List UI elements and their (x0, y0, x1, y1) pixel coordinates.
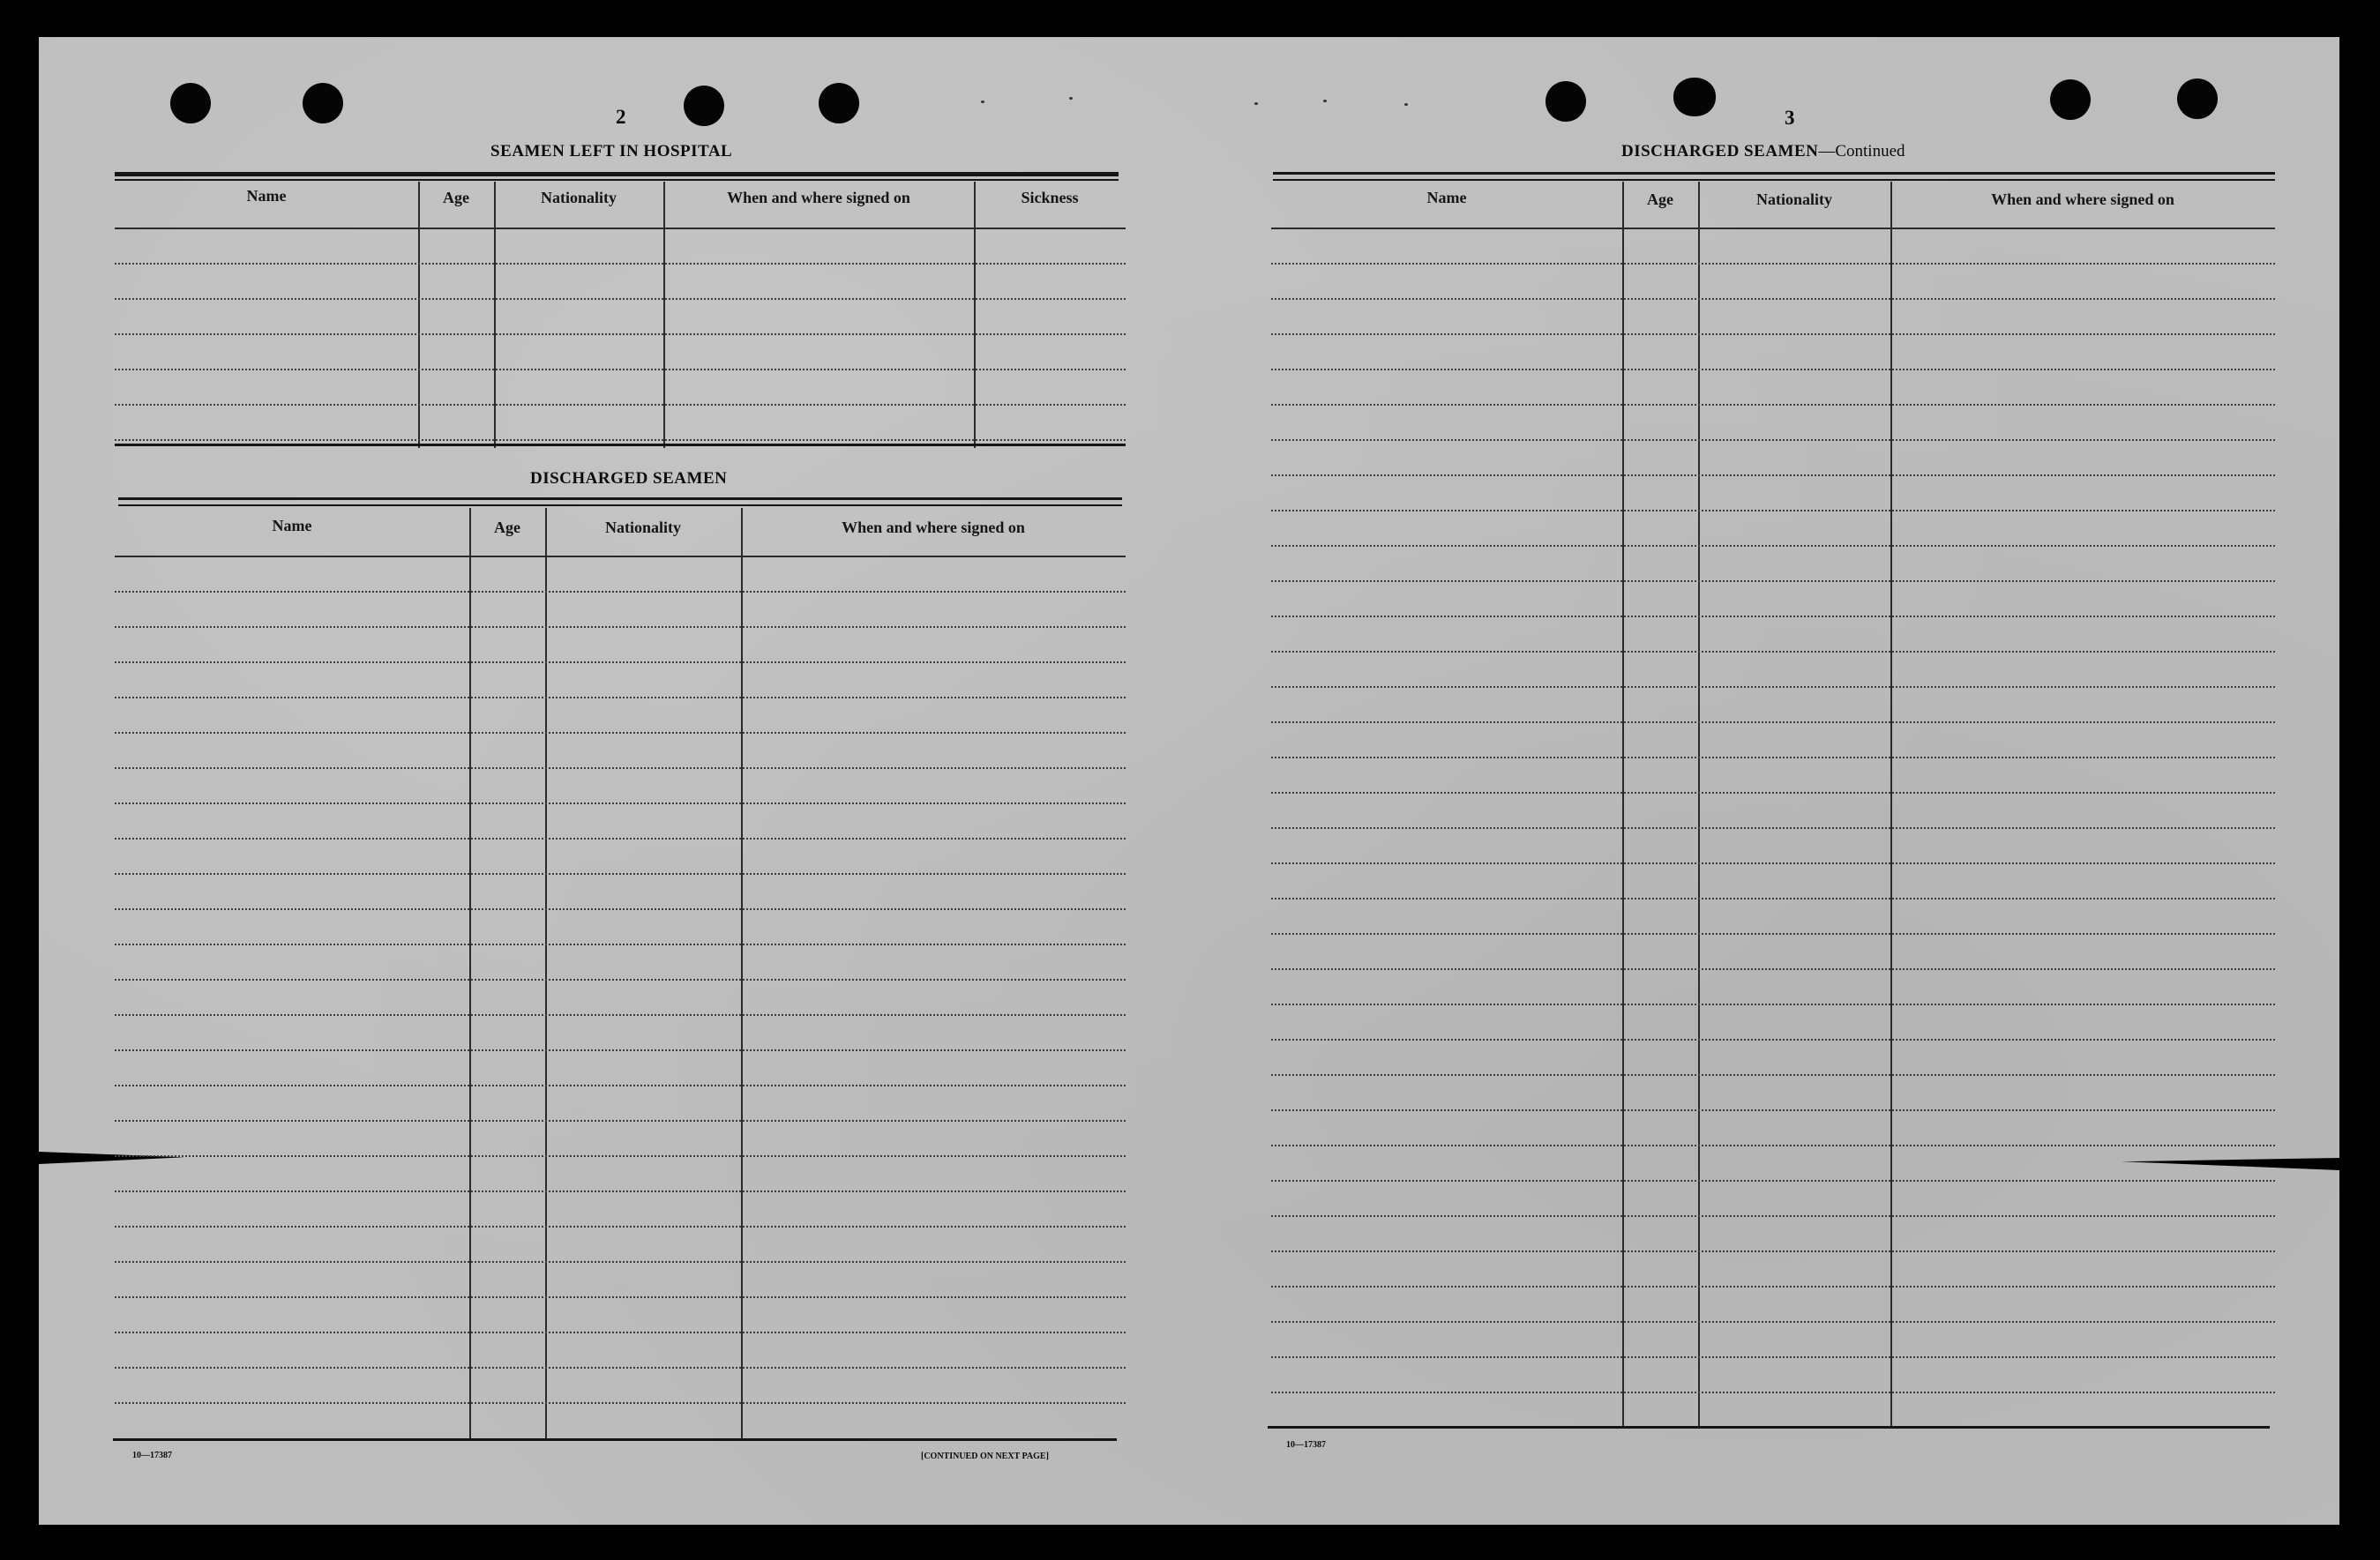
row-rule (1271, 968, 2275, 970)
row-rule (1271, 1109, 2275, 1111)
row-rule (115, 263, 1126, 265)
row-rule (1271, 1039, 2275, 1041)
column-header-name: Name (272, 517, 312, 534)
row-rule (1271, 1145, 2275, 1146)
column-divider (974, 182, 976, 448)
right-top-rule-thin (1273, 179, 2275, 181)
column-header-age: Age (443, 189, 469, 206)
row-rule (1271, 263, 2275, 265)
continued-note: [CONTINUED ON NEXT PAGE] (921, 1452, 1049, 1461)
page-number-right: 3 (1785, 107, 1795, 129)
column-header-signed-on: When and where signed on (727, 189, 910, 206)
hospital-bottom-rule (115, 444, 1126, 446)
punch-hole (2050, 79, 2091, 120)
row-rule (115, 838, 1126, 840)
row-rule (1271, 686, 2275, 688)
row-rule (115, 944, 1126, 945)
row-rule (115, 404, 1126, 406)
punch-hole (1546, 81, 1586, 122)
row-rule (115, 1332, 1126, 1333)
row-rule (115, 979, 1126, 981)
row-rule (1271, 827, 2275, 829)
column-header-age: Age (494, 519, 520, 536)
row-rule (115, 333, 1126, 335)
row-rule (115, 591, 1126, 593)
header-underline (1271, 228, 2275, 229)
column-header-signed-on: When and where signed on (842, 519, 1025, 536)
row-rule (1271, 721, 2275, 723)
punch-hole (684, 86, 724, 126)
discharged-table-right (1271, 182, 2275, 1429)
hospital-section-title: SEAMEN LEFT IN HOSPITAL (490, 142, 733, 160)
column-header-nationality: Nationality (604, 519, 681, 536)
row-rule (115, 1014, 1126, 1016)
row-rule (115, 802, 1126, 804)
row-rule (1271, 1215, 2275, 1217)
row-rule (1271, 933, 2275, 935)
row-rule (1271, 404, 2275, 406)
column-divider (663, 182, 665, 448)
header-underline (115, 556, 1126, 557)
hospital-top-rule (115, 172, 1119, 176)
row-rule (1271, 580, 2275, 582)
hospital-top-rule-thin (115, 179, 1119, 181)
row-rule (115, 767, 1126, 769)
column-header-signed-on: When and where signed on (1991, 190, 2174, 208)
speck (1404, 103, 1408, 106)
column-header-age: Age (1647, 190, 1673, 208)
row-rule (1271, 616, 2275, 617)
column-header-name: Name (246, 187, 287, 205)
row-rule (115, 439, 1126, 441)
discharged-top-rule-thin (118, 504, 1122, 506)
row-rule (1271, 1250, 2275, 1252)
row-rule (1271, 333, 2275, 335)
row-rule (1271, 1356, 2275, 1358)
column-divider (469, 508, 471, 1441)
row-rule (115, 1402, 1126, 1404)
discharged-bottom-rule (113, 1438, 1117, 1441)
row-rule (115, 1120, 1126, 1122)
row-rule (115, 732, 1126, 734)
punch-hole (1673, 78, 1716, 116)
column-header-nationality: Nationality (540, 189, 617, 206)
row-rule (1271, 792, 2275, 794)
discharged-top-rule (118, 497, 1122, 500)
speck (1069, 97, 1073, 100)
header-underline (115, 228, 1126, 229)
row-rule (1271, 1392, 2275, 1393)
punch-hole (819, 83, 859, 123)
row-rule (1271, 1074, 2275, 1076)
row-rule (115, 661, 1126, 663)
speck (1254, 102, 1258, 105)
title-suffix: —Continued (1818, 142, 1905, 160)
discharged-section-title: DISCHARGED SEAMEN (530, 469, 728, 488)
column-header-name: Name (1426, 189, 1467, 206)
row-rule (115, 1049, 1126, 1051)
column-divider (741, 508, 743, 1441)
row-rule (1271, 1180, 2275, 1182)
form-number-right: 10—17387 (1286, 1440, 1326, 1450)
row-rule (115, 298, 1126, 300)
title-main: DISCHARGED SEAMEN (1621, 142, 1819, 160)
row-rule (1271, 439, 2275, 441)
row-rule (115, 369, 1126, 370)
row-rule (115, 1155, 1126, 1157)
row-rule (1271, 298, 2275, 300)
row-rule (1271, 862, 2275, 864)
row-rule (115, 873, 1126, 875)
row-rule (1271, 1004, 2275, 1005)
row-rule (1271, 1286, 2275, 1288)
discharged-continued-title (1621, 142, 1905, 161)
row-rule (115, 1261, 1126, 1263)
punch-hole (303, 83, 343, 123)
column-divider (494, 182, 496, 448)
row-rule (1271, 474, 2275, 476)
speck (1323, 100, 1327, 102)
row-rule (1271, 651, 2275, 653)
row-rule (1271, 369, 2275, 370)
row-rule (1271, 510, 2275, 511)
column-header-sickness: Sickness (1021, 189, 1079, 206)
discharged-table-left (115, 508, 1126, 1441)
form-number-left: 10—17387 (132, 1451, 172, 1460)
row-rule (115, 1191, 1126, 1192)
hospital-table (115, 182, 1126, 448)
row-rule (1271, 757, 2275, 758)
row-rule (1271, 545, 2275, 547)
page-number-left: 2 (616, 106, 626, 128)
right-top-rule (1273, 172, 2275, 175)
punch-hole (2177, 78, 2218, 119)
row-rule (115, 626, 1126, 628)
right-bottom-rule (1268, 1426, 2270, 1429)
column-divider (418, 182, 420, 448)
row-rule (115, 1367, 1126, 1369)
row-rule (115, 697, 1126, 698)
row-rule (115, 1296, 1126, 1298)
row-rule (115, 1226, 1126, 1228)
column-divider (545, 508, 547, 1441)
speck (981, 101, 984, 103)
row-rule (1271, 898, 2275, 899)
column-header-nationality: Nationality (1755, 190, 1832, 208)
punch-hole (170, 83, 211, 123)
row-rule (115, 1085, 1126, 1086)
row-rule (115, 908, 1126, 910)
row-rule (1271, 1321, 2275, 1323)
